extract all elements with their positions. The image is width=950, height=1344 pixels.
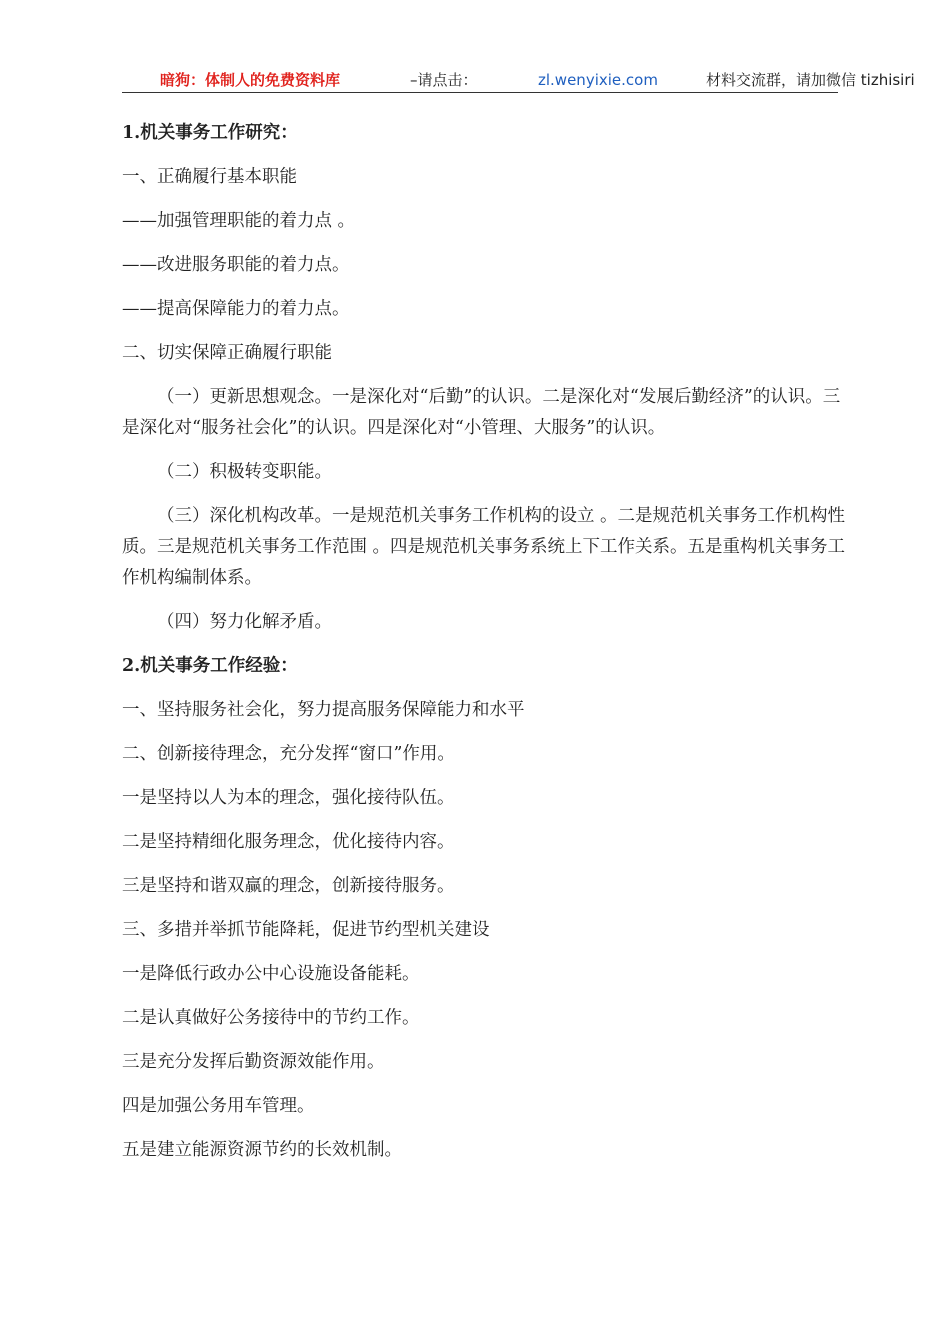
paragraph: 二是认真做好公务接待中的节约工作。 — [122, 1008, 420, 1028]
paragraph: ——提高保障能力的着力点。 — [122, 299, 350, 319]
paragraph: （二）积极转变职能。 — [157, 462, 332, 482]
paragraph: 二、创新接待理念，充分发挥“窗口”作用。 — [122, 744, 455, 764]
paragraph: 三、多措并举抓节能降耗，促进节约型机关建设 — [122, 920, 490, 940]
paragraph: 四是加强公务用车管理。 — [122, 1096, 315, 1116]
paragraph: 一、正确履行基本职能 — [122, 167, 297, 187]
paragraph: 五是建立能源资源节约的长效机制。 — [122, 1140, 402, 1160]
paragraph: 二、切实保障正确履行职能 — [122, 343, 332, 363]
paragraph: 三是充分发挥后勤资源效能作用。 — [122, 1052, 385, 1072]
section-heading: 2.机关事务工作经验： — [122, 656, 298, 676]
paragraph: （三）深化机构改革。一是规范机关事务工作机构的设立 。二是规范机关事务工作机构性质。三是规范机关事务工作范围 。四是规范机关事务系统上下工作关系。五是重构机关事务工作机构编制体系。 — [122, 506, 846, 588]
header-brand: 暗狗：体制人的免费资料库 — [160, 71, 341, 89]
document-body — [122, 118, 850, 1179]
header-prompt: –请点击： — [410, 71, 478, 89]
paragraph: 一是降低行政办公中心设施设备能耗。 — [122, 964, 420, 984]
paragraph: （一）更新思想观念。一是深化对“后勤”的认识。二是深化对“发展后勤经济”的认识。三是深化对“服务社会化”的认识。四是深化对“小管理、大服务”的认识。 — [122, 387, 841, 438]
paragraph: 三是坚持和谐双赢的理念，创新接待服务。 — [122, 876, 455, 896]
header-contact: 材料交流群，请加微信 tizhisiri — [706, 71, 915, 89]
section-heading: 1.机关事务工作研究： — [122, 123, 298, 143]
paragraph: （四）努力化解矛盾。 — [157, 612, 332, 632]
paragraph: ——加强管理职能的着力点 。 — [122, 211, 356, 231]
header-link[interactable]: zl.wenyixie.com — [538, 71, 658, 89]
paragraph: 二是坚持精细化服务理念，优化接待内容。 — [122, 832, 455, 852]
page-header — [122, 70, 915, 93]
paragraph: 一是坚持以人为本的理念，强化接待队伍。 — [122, 788, 455, 808]
paragraph: ——改进服务职能的着力点。 — [122, 255, 350, 275]
paragraph: 一、坚持服务社会化，努力提高服务保障能力和水平 — [122, 700, 525, 720]
